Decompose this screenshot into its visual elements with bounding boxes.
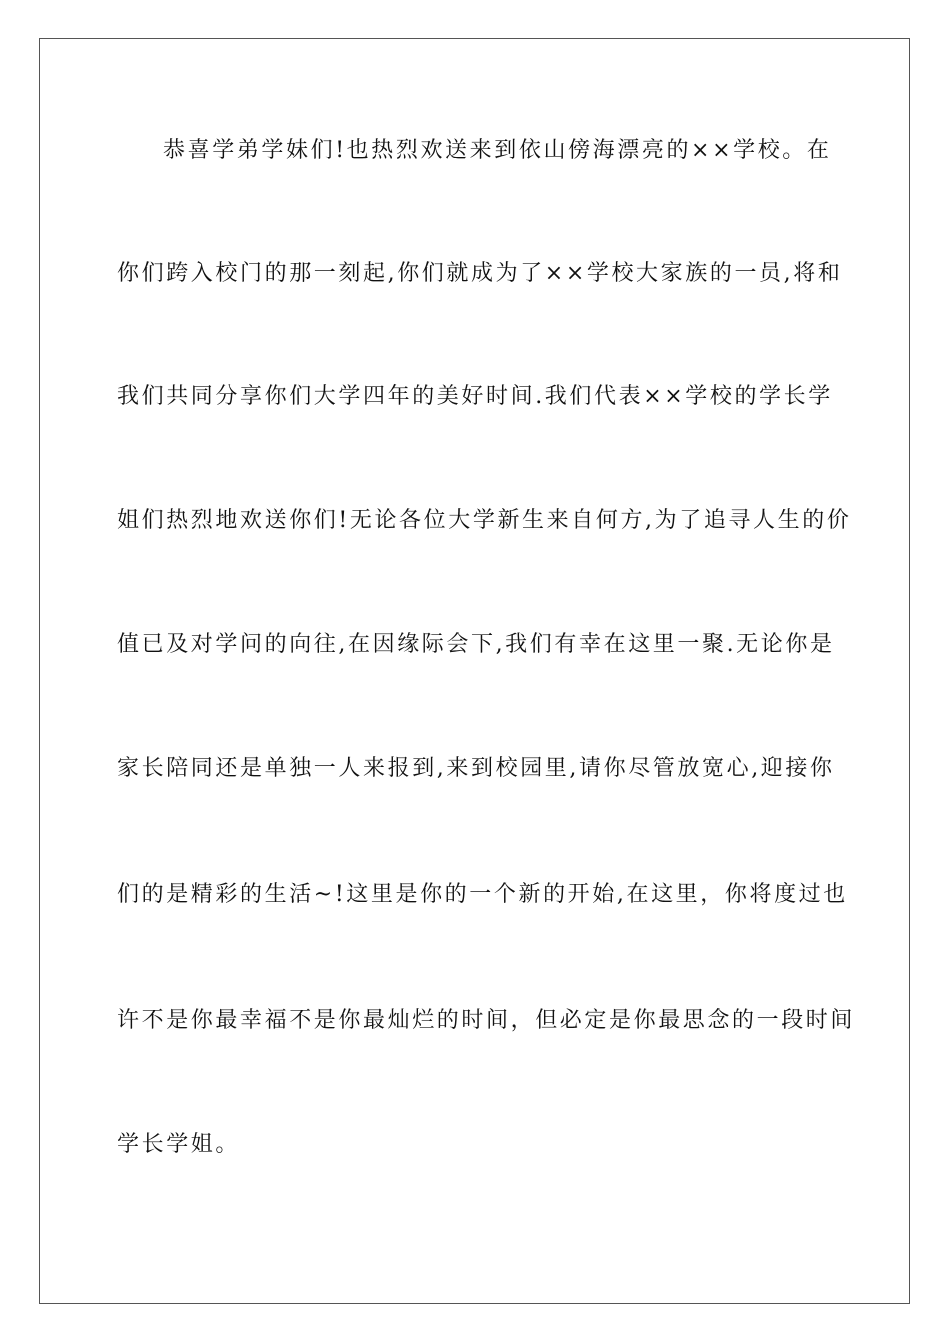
paragraph-line-1: 恭喜学弟学妹们!也热烈欢送来到依山傍海漂亮的××学校。在: [163, 138, 832, 163]
paragraph-line-8: 许不是你最幸福不是你最灿烂的时间，但必定是你最思念的一段时间: [117, 1008, 856, 1033]
paragraph-line-5: 值已及对学问的向往,在因缘际会下,我们有幸在这里一聚.无论你是: [117, 632, 835, 657]
page-border: [39, 38, 910, 1304]
paragraph-line-4: 姐们热烈地欢送你们!无论各位大学新生来自何方,为了追寻人生的价: [117, 508, 852, 533]
paragraph-line-9: 学长学姐。: [117, 1132, 241, 1157]
paragraph-line-3: 我们共同分享你们大学四年的美好时间.我们代表××学校的学长学: [117, 384, 833, 409]
paragraph-line-2: 你们跨入校门的那一刻起,你们就成为了××学校大家族的一员,将和: [117, 261, 843, 286]
paragraph-line-7: 们的是精彩的生活~!这里是你的一个新的开始,在这里，你将度过也: [117, 882, 848, 907]
paragraph-line-6: 家长陪同还是单独一人来报到,来到校园里,请你尽管放宽心,迎接你: [117, 756, 835, 781]
